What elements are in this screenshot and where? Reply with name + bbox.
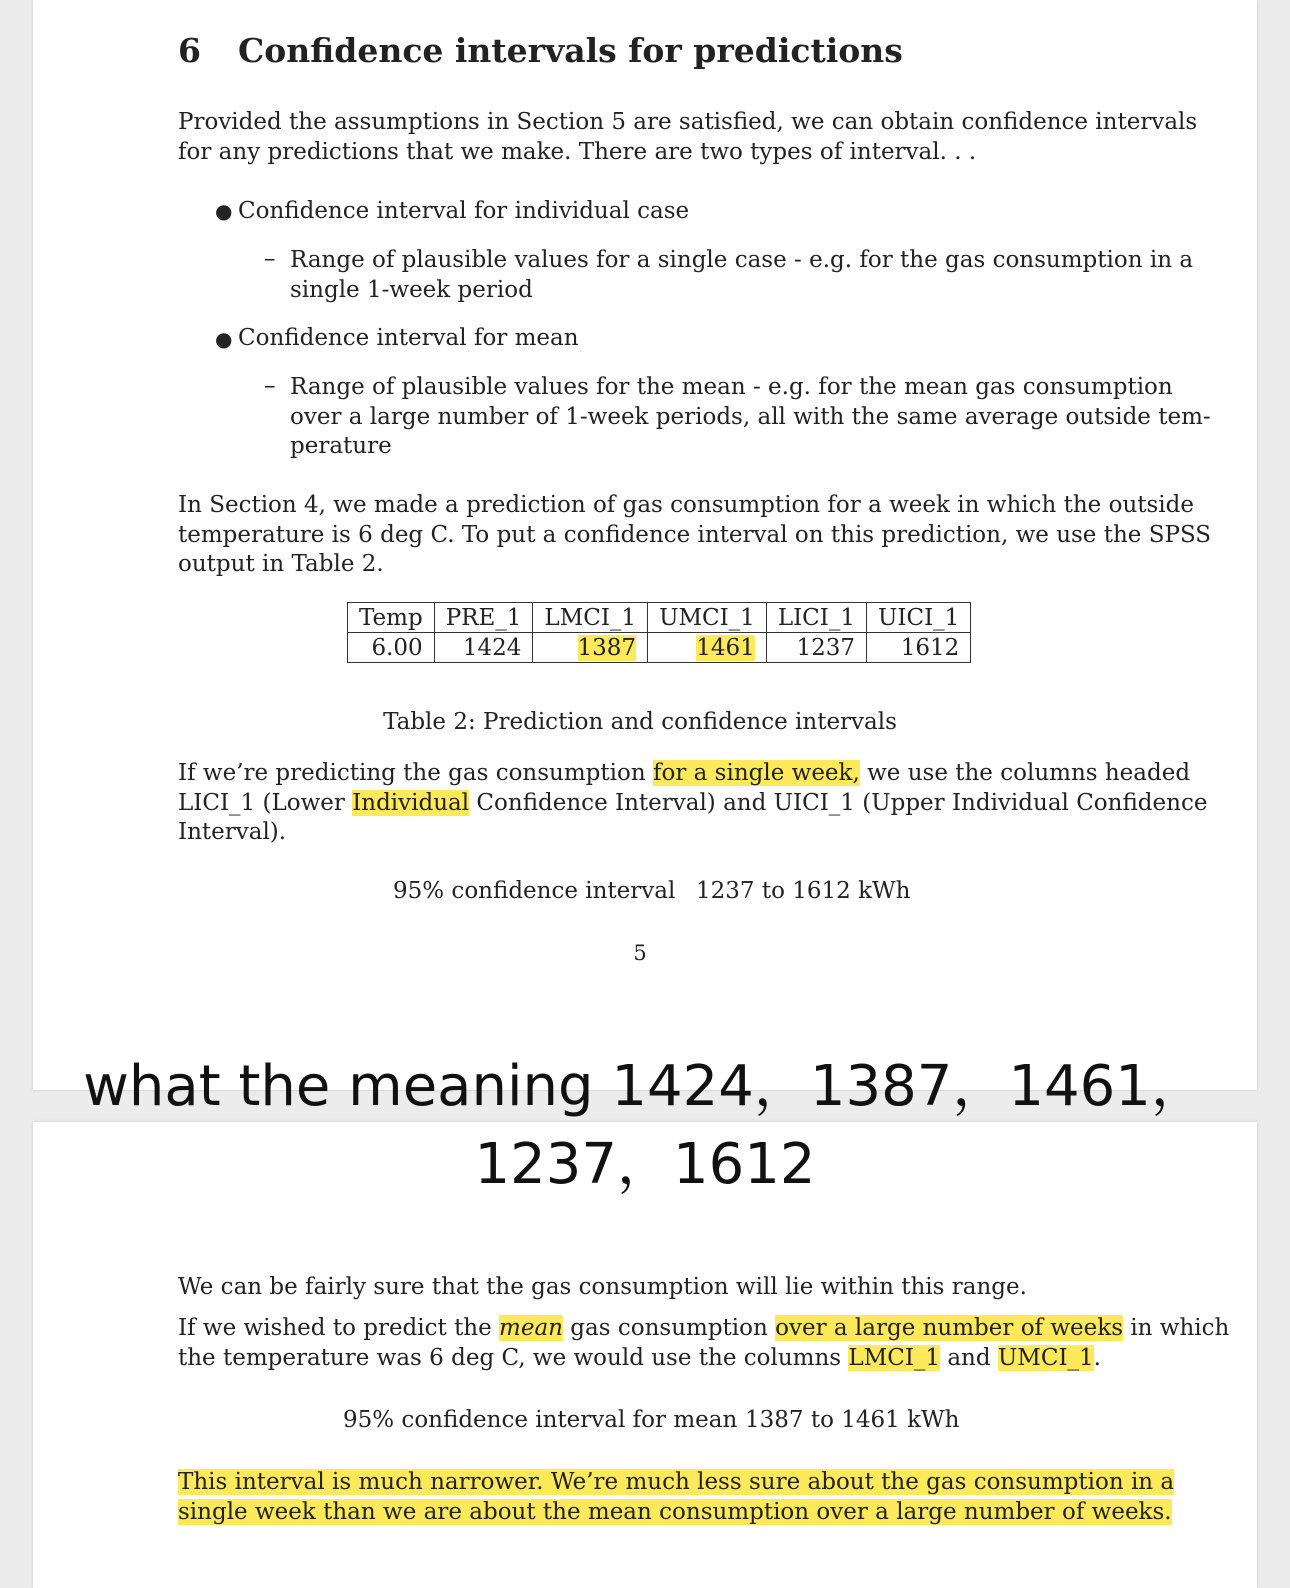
spss-output-table — [347, 602, 971, 663]
text-run: If we wished to predict the — [178, 1315, 500, 1341]
table-header-row — [348, 603, 971, 633]
highlight-umci: UMCI_1 — [997, 1344, 1094, 1371]
cell-lici: 1237 — [766, 633, 866, 663]
text-run: Confidence Interval) and UICI_1 (Upper Individual Confidence — [469, 789, 1208, 816]
paragraph-line: temperature is 6 deg C. To put a confidence interval on this prediction, we use the SPSS — [178, 521, 1212, 548]
dash-icon: – — [264, 246, 276, 272]
paragraph-line — [178, 1314, 1230, 1344]
text-run: LICI_1 (Lower — [178, 789, 353, 816]
ci-mean-label: 95% confidence interval for mean — [343, 1407, 738, 1433]
table-row — [348, 633, 971, 663]
cell-temp: 6.00 — [348, 633, 435, 663]
text-run: we use the columns headed — [859, 760, 1191, 786]
bullet-dot-icon: ● — [215, 327, 233, 351]
highlight-individual: Individual — [352, 789, 470, 816]
cell-lmci — [533, 633, 648, 663]
cell-pre: 1424 — [434, 633, 533, 663]
narrower-paragraph — [178, 1468, 1175, 1527]
cell-umci-value: 1461 — [696, 634, 755, 661]
single-week-paragraph — [178, 759, 1208, 848]
sub-bullet-line: over a large number of 1-week periods, all with the same average outside tem- — [290, 403, 1211, 430]
paragraph-line — [178, 1344, 1100, 1374]
text-run: . — [1093, 1344, 1101, 1371]
paragraph-line — [178, 1468, 1175, 1498]
paragraph-line — [178, 789, 1208, 819]
ci-mean-value: 1387 to 1461 kWh — [745, 1407, 960, 1433]
sub-bullet-line: single 1-week period — [290, 276, 533, 303]
intro-line: for any predictions that we make. There are two types of interval. . . — [178, 138, 977, 165]
cell-lmci-value: 1387 — [577, 634, 637, 661]
text-run: gas consumption — [563, 1315, 776, 1341]
mean-paragraph — [178, 1314, 1230, 1373]
question-overlay-line-1: what the meaning 1424，1387，1461， — [83, 1054, 1207, 1119]
page-number: 5 — [633, 941, 647, 965]
sub-bullet-line: Range of plausible values for the mean - e.g. for the mean gas consumption — [290, 374, 1173, 400]
text-run: and — [940, 1344, 998, 1371]
sub-bullet-individual — [290, 246, 1194, 305]
section4-paragraph — [178, 491, 1212, 580]
ci-individual-value: 1237 to 1612 kWh — [696, 878, 911, 904]
highlight-lmci: LMCI_1 — [848, 1344, 941, 1371]
dash-icon: – — [264, 373, 276, 399]
document-page-5 — [33, 0, 1257, 1090]
header-temp: Temp — [348, 603, 435, 633]
bullet-mean: Confidence interval for mean — [238, 325, 579, 351]
cell-umci — [648, 633, 767, 663]
paragraph-line — [178, 1498, 1172, 1528]
cell-uici: 1612 — [867, 633, 971, 663]
section-number: 6 — [178, 31, 201, 70]
header-lici: LICI_1 — [766, 603, 866, 633]
section-title: Confidence intervals for predictions — [238, 31, 903, 70]
ci-individual-label: 95% confidence interval — [393, 878, 676, 904]
paragraph-line: output in Table 2. — [178, 551, 384, 577]
paragraph-line — [178, 759, 1191, 789]
header-umci: UMCI_1 — [648, 603, 767, 633]
header-lmci: LMCI_1 — [533, 603, 648, 633]
sub-bullet-mean — [290, 373, 1211, 462]
question-overlay-line-2: 1237，1612 — [474, 1132, 816, 1197]
paragraph-line: Interval). — [178, 819, 287, 845]
text-run: If we’re predicting the gas consumption — [178, 760, 653, 786]
highlight-narrower-line: This interval is much narrower. We’re much less sure about the gas consumption in a — [178, 1469, 1175, 1495]
text-run: in which — [1123, 1315, 1230, 1341]
highlight-narrower-line: single week than we are about the mean consumption over a large number of weeks. — [178, 1498, 1172, 1525]
bullet-individual-case: Confidence interval for individual case — [238, 198, 690, 224]
highlight-for-a-single-week: for a single week, — [652, 760, 860, 786]
highlight-large-number-of-weeks: over a large number of weeks — [775, 1315, 1124, 1341]
intro-paragraph — [178, 108, 1198, 167]
header-pre: PRE_1 — [434, 603, 533, 633]
bullet-dot-icon: ● — [215, 199, 233, 223]
table-caption: Table 2: Prediction and confidence intervals — [383, 709, 897, 735]
sure-sentence: We can be fairly sure that the gas consumption will lie within this range. — [178, 1274, 1027, 1300]
header-uici: UICI_1 — [867, 603, 971, 633]
sub-bullet-line: perature — [290, 433, 392, 459]
highlight-mean: mean — [499, 1315, 563, 1341]
sub-bullet-line: Range of plausible values for a single case - e.g. for the gas consumption in a — [290, 247, 1194, 273]
intro-line: Provided the assumptions in Section 5 are satisfied, we can obtain confidence intervals — [178, 109, 1198, 135]
paragraph-line: In Section 4, we made a prediction of gas consumption for a week in which the outside — [178, 492, 1194, 518]
text-run: the temperature was 6 deg C, we would use the columns — [178, 1344, 849, 1371]
